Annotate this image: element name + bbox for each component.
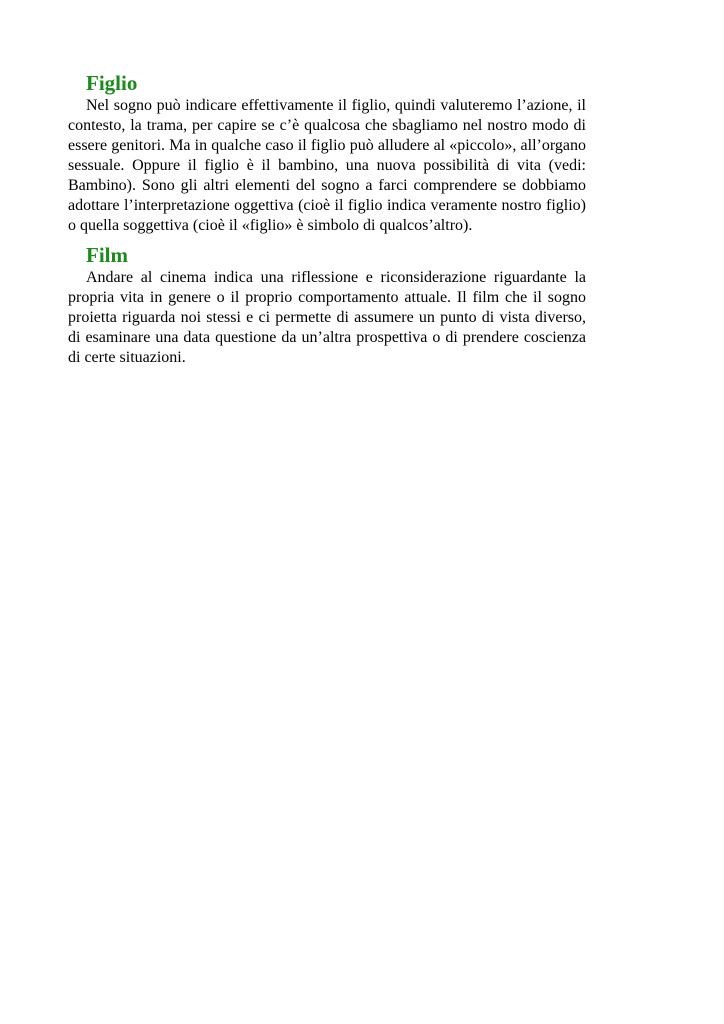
entry-film xyxy=(68,242,586,368)
entry-title: Figlio xyxy=(86,71,138,95)
entry-figlio xyxy=(68,70,586,236)
entry-text: Andare al cinema indica una riflessione e riconsiderazione riguardante la propria vita in genere o il proprio comportamento attuale. Il film che il sogno proietta riguarda noi stessi e ci permette di assumere un punto di vista diverso, di esaminare una data questione da un’altra prospettiva o di prendere coscienza di certe situazioni. xyxy=(68,269,586,366)
entry-text: Nel sogno può indicare effettivamente il figlio, quindi valuteremo l’azione, il contesto, la trama, per capire se c’è qualcosa che sbagliamo nel nostro modo di essere genitori. Ma in qualche caso il figlio può alludere al «piccolo», all’organo sessuale. Oppure il figlio è il bambino, una nuova possibilità di vita (vedi: Bambino). Sono gli altri elementi del sogno a farci comprendere se dobbiamo adottare l’interpretazione oggettiva (cioè il figlio indica veramente nostro figlio) o quella soggettiva (cioè il «figlio» è simbolo di qualcos’altro). xyxy=(68,97,586,234)
entry-title: Film xyxy=(86,243,128,267)
document-page xyxy=(68,70,586,368)
